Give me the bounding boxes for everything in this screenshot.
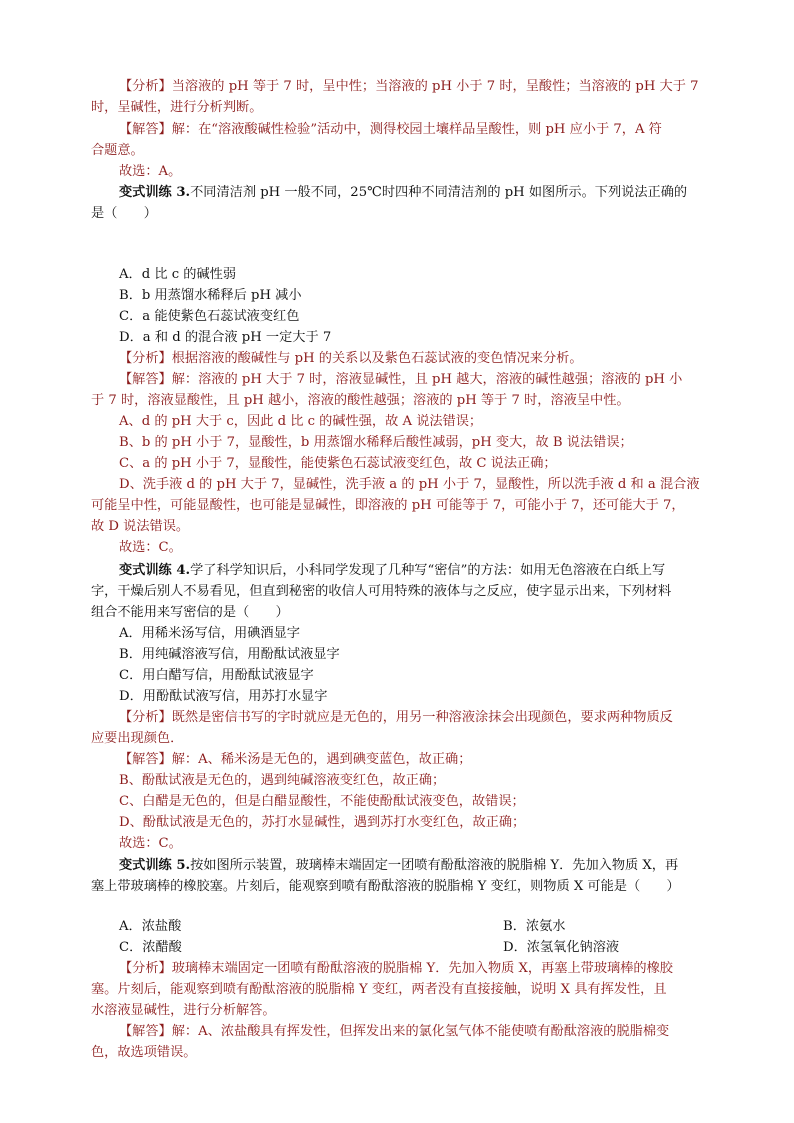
solution-line: A、d 的 pH 大于 c，因此 d 比 c 的碱性强，故 A 说法错误； (119, 414, 483, 429)
solution-tag: 【解答】 (119, 122, 172, 137)
solution-tag: 【解答】 (119, 1024, 172, 1039)
question-stem: 字，干燥后别人不易看见，但直到秘密的收信人可用特殊的液体与之反应，使字显示出来，下列材料 (91, 584, 672, 599)
answer-line: 故选：C。 (119, 540, 182, 555)
analysis-tag: 【分析】 (119, 79, 172, 94)
solution-line: 故 D 说法错误。 (91, 519, 190, 534)
solution-line: C、a 的 pH 小于 7，显酸性，能使紫色石蕊试液变红色，故 C 说法正确； (119, 456, 557, 471)
solution-line: B、b 的 pH 小于 7，显酸性，b 用蒸馏水稀释后酸性减弱，pH 变大，故 B 说法错误； (119, 435, 633, 450)
option-b: B．浓氨水 (503, 919, 566, 934)
solution-line: 【解答】解：A、浓盐酸具有挥发性，但挥发出来的氯化氢气体不能使喷有酚酞溶液的脱脂棉变 (119, 1024, 670, 1039)
option-c: C．a 能使紫色石蕊试液变红色 (119, 309, 300, 324)
question-label: 变式训练 4. (119, 563, 191, 578)
analysis-tag: 【分析】 (119, 961, 172, 976)
analysis-line: 时，呈碱性，进行分析判断。 (91, 100, 263, 115)
analysis-line: 【分析】既然是密信书写的字时就应是无色的，用另一种溶液涂抹会出现颜色，要求两种物质反 (119, 710, 673, 725)
analysis-line: 塞。片刻后，能观察到喷有酚酞溶液的脱脂棉 Y 变红，两者没有直接接触，说明 X 具有挥发性，且 (91, 982, 667, 997)
question-stem: 变式训练 5.按如图所示装置，玻璃棒末端固定一团喷有酚酞溶液的脱脂棉 Y．先加入物质 X，再 (119, 858, 679, 873)
analysis-tag: 【分析】 (119, 351, 172, 366)
solution-line: C、白醋是无色的，但是白醋显酸性，不能使酚酞试液变色，故错误； (119, 794, 525, 809)
question-stem: 变式训练 4.学了科学知识后，小科同学发现了几种写“密信”的方法：如用无色溶液在白纸上写 (119, 563, 666, 578)
solution-tag: 【解答】 (119, 372, 172, 387)
solution-line: 于 7 时，溶液显酸性，且 pH 越小，溶液的酸性越强；溶液的 pH 等于 7 时，溶液呈中性。 (91, 393, 630, 408)
option-c: C．用白醋写信，用酚酞试液显字 (119, 668, 314, 683)
solution-line: B、酚酞试液是无色的，遇到纯碱溶液变红色，故正确； (119, 773, 446, 788)
solution-line: 色，故选项错误。 (91, 1045, 197, 1060)
solution-line: 【解答】解：溶液的 pH 大于 7 时，溶液显碱性，且 pH 越大，溶液的碱性越强；溶液的 pH 小 (119, 372, 683, 387)
option-row (119, 937, 620, 958)
option-b: B．b 用蒸馏水稀释后 pH 减小 (119, 288, 302, 303)
question-stem: 塞上带玻璃棒的橡胶塞。片刻后，能观察到喷有酚酞溶液的脱脂棉 Y 变红，则物质 X 可能是（ ） (91, 879, 680, 894)
analysis-line: 水溶液显碱性，进行分析解答。 (91, 1003, 276, 1018)
analysis-tag: 【分析】 (119, 710, 172, 725)
question-stem: 是（ ） (91, 206, 157, 221)
solution-line: 【解答】解：A、稀米汤是无色的，遇到碘变蓝色，故正确； (119, 752, 472, 767)
solution-line: 可能呈中性，可能显酸性，也可能是显碱性，即溶液的 pH 可能等于 7，可能小于 7，还可能大于 7， (91, 498, 685, 513)
option-a: A．用稀米汤写信，用碘酒显字 (119, 626, 300, 641)
solution-line: 合题意。 (91, 143, 144, 158)
option-d: D．浓氢氧化钠溶液 (503, 940, 620, 955)
option-c: C．浓醋酸 (119, 940, 182, 955)
solution-line: 【解答】解：在“溶液酸碱性检验”活动中，测得校园土壤样品呈酸性，则 pH 应小于 7，A 符 (119, 122, 662, 137)
question-label: 变式训练 5. (119, 858, 191, 873)
option-a: A．d 比 c 的碱性弱 (119, 267, 237, 282)
option-a: A．浓盐酸 (119, 919, 182, 934)
question-stem: 变式训练 3.不同清洁剂 pH 一般不同，25℃时四种不同清洁剂的 pH 如图所示。下列说法正确的 (119, 185, 688, 200)
question-label: 变式训练 3. (119, 185, 191, 200)
option-row (119, 916, 566, 937)
solution-line: D、洗手液 d 的 pH 大于 7，显碱性，洗手液 a 的 pH 小于 7，显酸性，所以洗手液 d 和 a 混合液 (119, 477, 700, 492)
analysis-line: 【分析】玻璃棒末端固定一团喷有酚酞溶液的脱脂棉 Y．先加入物质 X，再塞上带玻璃棒的橡胶 (119, 961, 673, 976)
answer-line: 故选：A。 (119, 164, 182, 179)
option-b: B．用纯碱溶液写信，用酚酞试液显字 (119, 647, 340, 662)
solution-line: D、酚酞试液是无色的，苏打水显碱性，遇到苏打水变红色，故正确； (119, 815, 526, 830)
analysis-line: 【分析】当溶液的 pH 等于 7 时，呈中性；当溶液的 pH 小于 7 时，呈酸性；当溶液的 pH 大于 7 (119, 79, 699, 94)
answer-line: 故选：C。 (119, 836, 182, 851)
analysis-line: 【分析】根据溶液的酸碱性与 pH 的关系以及紫色石蕊试液的变色情况来分析。 (119, 351, 583, 366)
option-d: D．a 和 d 的混合液 pH 一定大于 7 (119, 330, 332, 345)
question-stem: 组合不能用来写密信的是（ ） (91, 605, 289, 620)
analysis-line: 应要出现颜色． (91, 731, 184, 746)
solution-tag: 【解答】 (119, 752, 172, 767)
option-d: D．用酚酞试液写信，用苏打水显字 (119, 689, 328, 704)
